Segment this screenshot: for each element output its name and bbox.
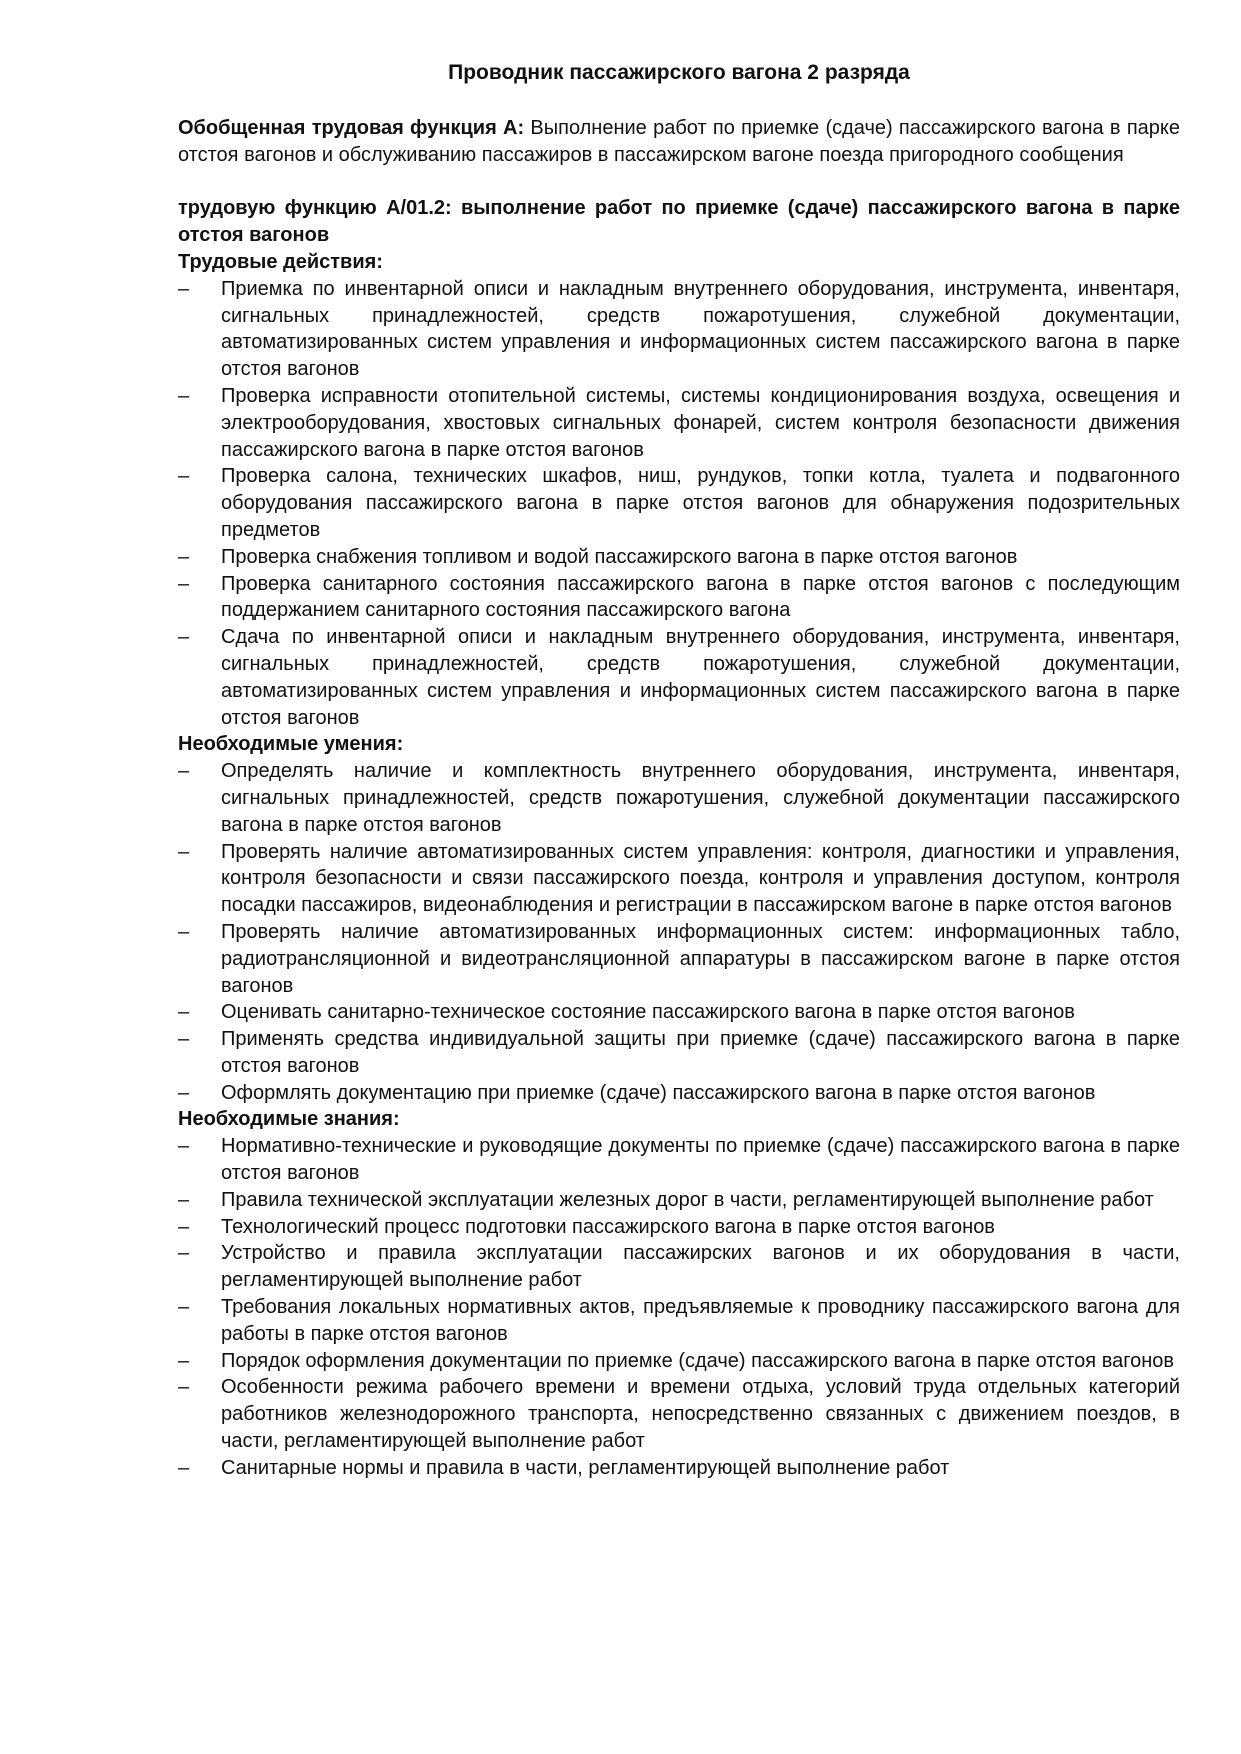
list-item: [178, 624, 1180, 731]
dash-bullet-icon: –: [178, 1296, 190, 1319]
list-item-text: Особенности режима рабочего времени и времени отдыха, условий труда отдельных категорий работников железнодорожного транспорта, непосредственно связанных с движением поездов, в части, регламентирующей выполнение работ: [221, 1376, 1180, 1453]
section-heading: Трудовые действия:: [178, 250, 383, 273]
dash-bullet-icon: –: [178, 1001, 190, 1024]
dash-bullet-icon: –: [178, 1349, 190, 1372]
general-function-label: Обобщенная трудовая функция А:: [178, 116, 525, 139]
list-item: [178, 383, 1180, 463]
list-item: [178, 1240, 1180, 1294]
list-item: [178, 1374, 1180, 1454]
list-item: [178, 463, 1180, 543]
list-item-text: Проверка исправности отопительной системы, системы кондиционирования воздуха, освещения и электрооборудования, хвостовых сигнальных фонарей, систем контроля безопасности движения пассажирского вагона в парке отстоя вагонов: [221, 384, 1180, 461]
list-item: [178, 1133, 1180, 1187]
list-item: [178, 544, 1180, 571]
dash-bullet-icon: –: [178, 465, 190, 488]
list-item-text: Сдача по инвентарной описи и накладным внутреннего оборудования, инструмента, инвентаря, сигнальных принадлежностей, средств пожаротушения, служебной документации, автоматизированных систем управления и информационных систем пассажирского вагона в парке отстоя вагонов: [221, 626, 1180, 729]
list-item-text: Проверять наличие автоматизированных информационных систем: информационных табло, радиотрансляционной и видеотрансляционной аппаратуры в пассажирском вагоне в парке отстоя вагонов: [221, 920, 1180, 997]
list-item-text: Проверять наличие автоматизированных систем управления: контроля, диагностики и управления, контроля безопасности и связи пассажирского поезда, контроля и управления доступом, контроля посадки пассажиров, видеонаблюдения и регистрации в пассажирском вагоне в парке отстоя вагонов: [221, 840, 1180, 917]
list-item: [178, 1026, 1180, 1080]
dash-bullet-icon: –: [178, 840, 190, 863]
section-heading: Необходимые умения:: [178, 733, 404, 756]
section-list: [178, 1133, 1180, 1481]
list-item-text: Проверка санитарного состояния пассажирского вагона в парке отстоя вагонов с последующим поддержанием санитарного состояния пассажирского вагона: [221, 572, 1180, 622]
document-page: [178, 60, 1180, 1482]
dash-bullet-icon: –: [178, 1456, 190, 1479]
dash-bullet-icon: –: [178, 277, 190, 300]
list-item-text: Применять средства индивидуальной защиты при приемке (сдаче) пассажирского вагона в парке отстоя вагонов: [221, 1028, 1180, 1077]
dash-bullet-icon: –: [178, 545, 190, 568]
list-item-text: Приемка по инвентарной описи и накладным внутреннего оборудования, инструмента, инвентаря, сигнальных принадлежностей, средств пожаротушения, служебной документации, автоматизированных систем управления и информационных систем пассажирского вагона в парке отстоя вагонов: [221, 277, 1180, 381]
list-item-text: Проверка снабжения топливом и водой пассажирского вагона в парке отстоя вагонов: [221, 545, 1018, 568]
dash-bullet-icon: –: [178, 1215, 190, 1238]
list-item: [178, 919, 1180, 999]
list-item-text: Санитарные нормы и правила в части, регламентирующей выполнение работ: [221, 1456, 950, 1479]
dash-bullet-icon: –: [178, 760, 190, 783]
list-item-text: Нормативно-технические и руководящие документы по приемке (сдаче) пассажирского вагона в парке отстоя вагонов: [221, 1135, 1180, 1185]
dash-bullet-icon: –: [178, 920, 190, 943]
list-item: [178, 1080, 1180, 1107]
list-item: [178, 1455, 1180, 1482]
sections: [178, 249, 1180, 1482]
list-item: [178, 1294, 1180, 1348]
list-item-text: Требования локальных нормативных актов, предъявляемые к проводнику пассажирского вагона для работы в парке отстоя вагонов: [221, 1296, 1180, 1345]
list-item: [178, 839, 1180, 919]
section-list: [178, 276, 1180, 732]
dash-bullet-icon: –: [178, 1081, 190, 1104]
list-item: [178, 1187, 1180, 1214]
general-function-text: Выполнение работ по приемке (сдаче) пассажирского вагона в парке отстоя вагонов и обслуживанию пассажиров в пассажирском вагоне поезда пригородного сообщения: [178, 116, 1180, 166]
dash-bullet-icon: –: [178, 1242, 190, 1265]
page-title: Проводник пассажирского вагона 2 разряда: [448, 61, 910, 84]
list-item-text: Устройство и правила эксплуатации пассажирских вагонов и их оборудования в части, регламентирующей выполнение работ: [221, 1242, 1180, 1292]
list-item-text: Оформлять документацию при приемке (сдаче) пассажирского вагона в парке отстоя вагонов: [221, 1081, 1096, 1104]
dash-bullet-icon: –: [178, 1135, 190, 1158]
list-item-text: Определять наличие и комплектность внутреннего оборудования, инструмента, инвентаря, сигнальных принадлежностей, средств пожаротушения, служебной документации пассажирского вагона в парке отстоя вагонов: [221, 760, 1180, 836]
section-heading: Необходимые знания:: [178, 1108, 400, 1131]
dash-bullet-icon: –: [178, 1188, 190, 1211]
section-list: [178, 758, 1180, 1106]
dash-bullet-icon: –: [178, 1028, 190, 1051]
general-function: [178, 115, 1180, 169]
list-item-text: Оценивать санитарно-техническое состояние пассажирского вагона в парке отстоя вагонов: [221, 1001, 1075, 1024]
dash-bullet-icon: –: [178, 384, 190, 407]
list-item-text: Проверка салона, технических шкафов, ниш, рундуков, топки котла, туалета и подвагонного оборудования пассажирского вагона в парке отстоя вагонов для обнаружения подозрительных предметов: [221, 465, 1180, 541]
labor-function-title: трудовую функцию А/01.2: выполнение работ по приемке (сдаче) пассажирского вагона в парке отстоя вагонов: [178, 197, 1180, 247]
list-item: [178, 1214, 1180, 1241]
dash-bullet-icon: –: [178, 1376, 190, 1399]
list-item-text: Правила технической эксплуатации железных дорог в части, регламентирующей выполнение работ: [221, 1188, 1154, 1211]
list-item-text: Порядок оформления документации по приемке (сдаче) пассажирского вагона в парке отстоя вагонов: [221, 1349, 1174, 1372]
list-item: [178, 1348, 1180, 1375]
list-item: [178, 999, 1180, 1026]
dash-bullet-icon: –: [178, 572, 190, 595]
dash-bullet-icon: –: [178, 626, 190, 649]
list-item-text: Технологический процесс подготовки пассажирского вагона в парке отстоя вагонов: [221, 1215, 995, 1238]
list-item: [178, 276, 1180, 383]
list-item: [178, 571, 1180, 625]
list-item: [178, 758, 1180, 838]
